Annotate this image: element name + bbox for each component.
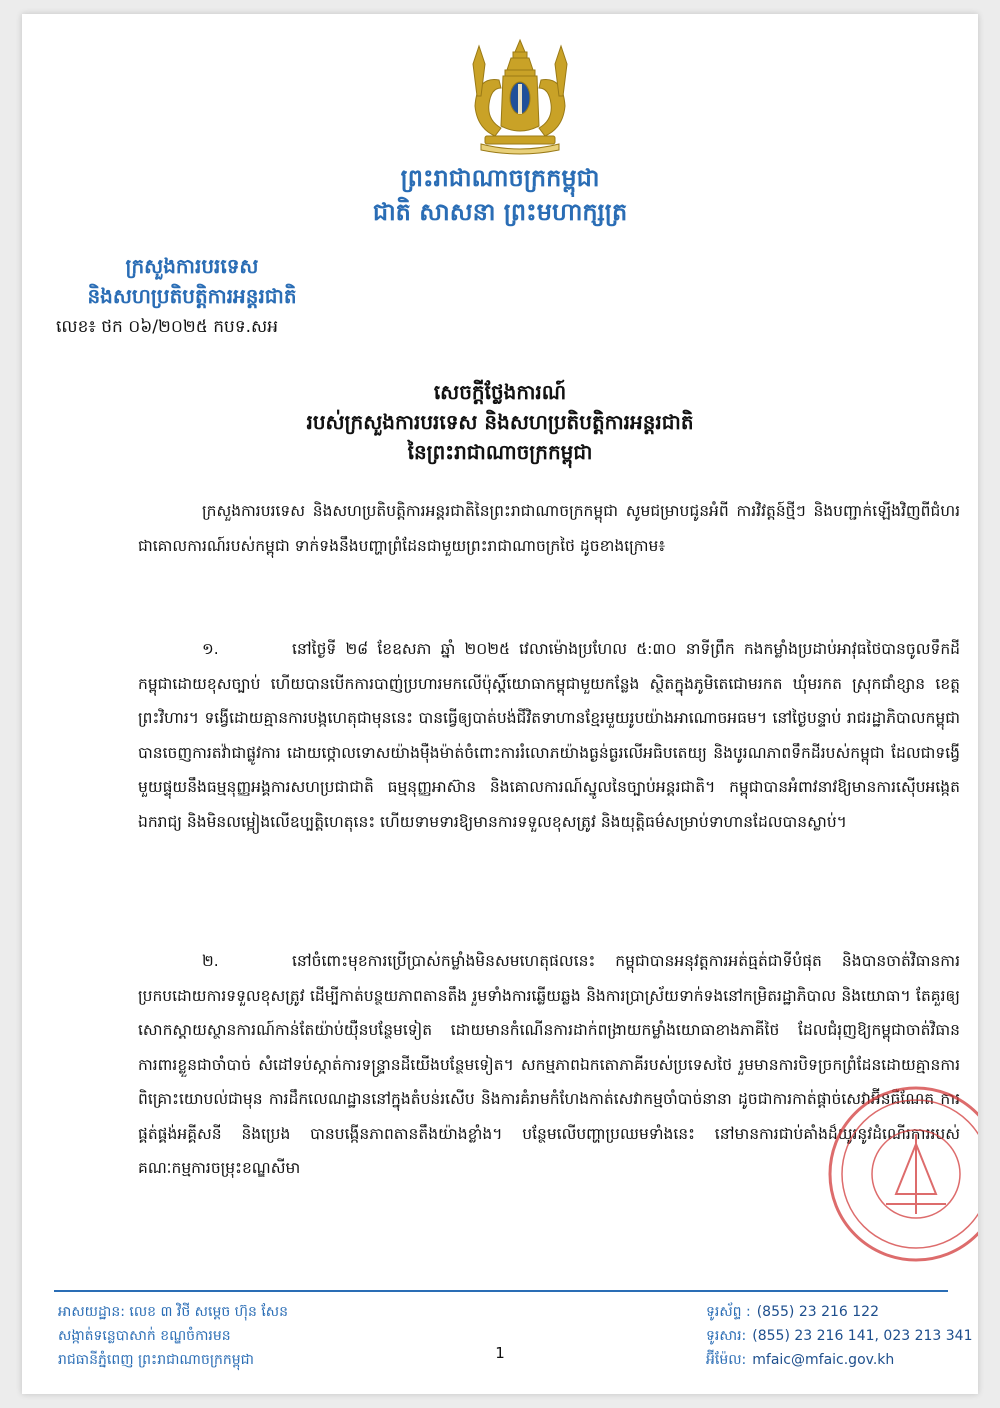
official-red-seal-icon: * (816, 1074, 978, 1274)
page-number: 1 (495, 1344, 505, 1362)
footer-contacts (706, 1300, 973, 1372)
footer-divider (54, 1290, 948, 1292)
intro-text: ក្រសួងការបរទេស និងសហប្រតិបត្តិការអន្តរជាតិនៃព្រះរាជាណាចក្រកម្ពុជា សូមជម្រាបជូនអំពី ការវិវត្តន៍ថ្មីៗ និងបញ្ជាក់ឡើងវិញពីជំហរជាគោលការណ៍របស់កម្ពុជា ទាក់ទងនឹងបញ្ហាព្រំដែនជាមួយព្រះរាជាណាចក្រថៃ ដូចខាងក្រោម៖ (138, 502, 960, 555)
address-line-3: រាជធានីភ្នំពេញ ព្រះរាជាណាចក្រកម្ពុជា (58, 1352, 254, 1368)
ministry-name-line2: និងសហប្រតិបត្តិការអន្តរជាតិ (87, 284, 297, 308)
phone-row (706, 1300, 973, 1324)
national-motto: ជាតិ សាសនា ព្រះមហាក្សត្រ (372, 198, 628, 226)
email-value[interactable]: mfaic@mfaic.gov.kh (752, 1352, 895, 1368)
item-2-number: ២. (202, 952, 219, 970)
intro-paragraph (138, 494, 960, 572)
item-1-text: នៅថ្ងៃទី ២៨ ខែឧសភា ឆ្នាំ ២០២៥ វេលាម៉ោងប្រហែល ៥:៣០ នាទីព្រឹក កងកម្លាំងប្រដាប់អាវុធថៃបានចូលទឹកដីកម្ពុជាដោយខុសច្បាប់ ហើយបានបើកការបាញ់ប្រហារមកលើប៉ុស្តិ៍យោធាកម្ពុជាមួយកន្លែង ស្ថិតក្នុងភូមិតេជោមរកត ឃុំមរកត ស្រុកជាំខ្សាន ខេត្តព្រះវិហារ។ ទង្វើដោយគ្មានការបង្កហេតុជាមុននេះ បានធ្វើឲ្យបាត់បង់ជីវិតទាហានខ្មែរមួយរូបយ៉ាងអាណោចអធម។ នៅថ្ងៃបន្ទាប់ រាជរដ្ឋាភិបាលកម្ពុជាបានចេញការតវ៉ាជាផ្លូវការ ដោយថ្កោលទោសយ៉ាងម៉ឺងម៉ាត់ចំពោះការរំលោភយ៉ាងធ្ងន់ធ្ងរលើអធិបតេយ្យ និងបូរណភាពទឹកដីរបស់កម្ពុជា ដែលជាទង្វើមួយផ្ទុយនឹងធម្មនុញ្ញអង្គការសហប្រជាជាតិ ធម្មនុញ្ញអាស៊ាន និងគោលការណ៍ស្នូលនៃច្បាប់អន្តរជាតិ។ កម្ពុជាបានអំពាវនាវឱ្យមានការស៊ើបអង្កេតឯករាជ្យ និងមិនលម្អៀងលើឧប្បត្តិហេតុនេះ ហើយទាមទារឱ្យមានការទទួលខុសត្រូវ និងយុត្តិធម៌សម្រាប់ទាហានដែលបានស្លាប់។ (138, 640, 960, 831)
address-line-1: អាសយដ្ឋាន: លេខ ៣ វិថី សម្តេច ហ៊ុន សែន (58, 1304, 289, 1320)
email-row (706, 1348, 973, 1372)
statement-subtitle-line1: របស់ក្រសួងការបរទេស និងសហប្រតិបត្តិការអន្តរជាតិ (306, 410, 694, 434)
statement-subtitle-line2: នៃព្រះរាជាណាចក្រកម្ពុជា (407, 440, 593, 464)
email-label: អ៊ីម៉ែល: (706, 1352, 747, 1368)
phone-label: ទូរស័ព្ទ : (706, 1304, 751, 1320)
fax-value: (855) 23 216 141, 023 213 341 (752, 1328, 973, 1344)
reference-number: លេខ៖ ថក ០៦/២០២៥ កបទ.សអ (56, 317, 278, 337)
kingdom-name: ព្រះរាជាណាចក្រកម្ពុជា (400, 164, 600, 192)
item-2-text: នៅចំពោះមុខការប្រើប្រាស់កម្លាំងមិនសមហេតុផលនេះ កម្ពុជាបានអនុវត្តការអត់ធ្មត់ជាទីបំផុត និងបានចាត់វិធានការប្រកបដោយការទទួលខុសត្រូវ ដើម្បីកាត់បន្ថយភាពតានតឹង រួមទាំងការឆ្លើយឆ្លង និងការប្រាស្រ័យទាក់ទងនៅកម្រិតរដ្ឋាភិបាល និងយោធា។ តែគួរឲ្យសោកស្តាយស្ថានការណ៍កាន់តែយ៉ាប់យ៉ឺនបន្ថែមទៀត ដោយមានកំណើនការដាក់ពង្រាយកម្លាំងយោធាខាងភាគីថៃ ដែលជំរុញឱ្យកម្ពុជាចាត់វិធានការពារខ្លួនជាចាំបាច់ សំដៅទប់ស្កាត់ការទន្ទ្រានដីយើងបន្ថែមទៀត។ សកម្មភាពឯកតោភាគីរបស់ប្រទេសថៃ រួមមានការបិទច្រកព្រំដែនដោយគ្មានការពិគ្រោះយោបល់ជាមុន ការដឹកលេណដ្ឋាននៅក្នុងតំបន់រសើប និងការគំរាមកំហែងកាត់សេវាកម្មចាំបាច់នានា ដូចជាការកាត់ផ្តាច់សេវាអ៊ីនធឺណែត ការផ្គត់ផ្គង់អគ្គីសនី និងប្រេង បានបង្កើនភាពតានតឹងយ៉ាងខ្លាំង។ បន្ថែមលើបញ្ហាប្រឈមទាំងនេះ នៅមានការជាប់គាំងដ៏យូរនូវដំណើរការរបស់គណៈកម្មការចម្រុះខណ្ឌសីមា (138, 952, 960, 1177)
address-line-2: សង្កាត់ទន្លេបាសាក់ ខណ្ឌចំការមន (58, 1328, 231, 1344)
item-1-number: ១. (202, 640, 219, 658)
statement-title: សេចក្តីថ្លែងការណ៍ (433, 380, 567, 404)
document-page (22, 14, 991, 1394)
phone-value: (855) 23 216 122 (756, 1304, 879, 1320)
paragraph-1 (138, 632, 960, 848)
fax-row (706, 1324, 973, 1348)
royal-coat-of-arms-icon (455, 36, 585, 156)
fax-label: ទូរសារ: (706, 1328, 747, 1344)
ministry-name-line1: ក្រសួងការបរទេស (125, 254, 259, 278)
